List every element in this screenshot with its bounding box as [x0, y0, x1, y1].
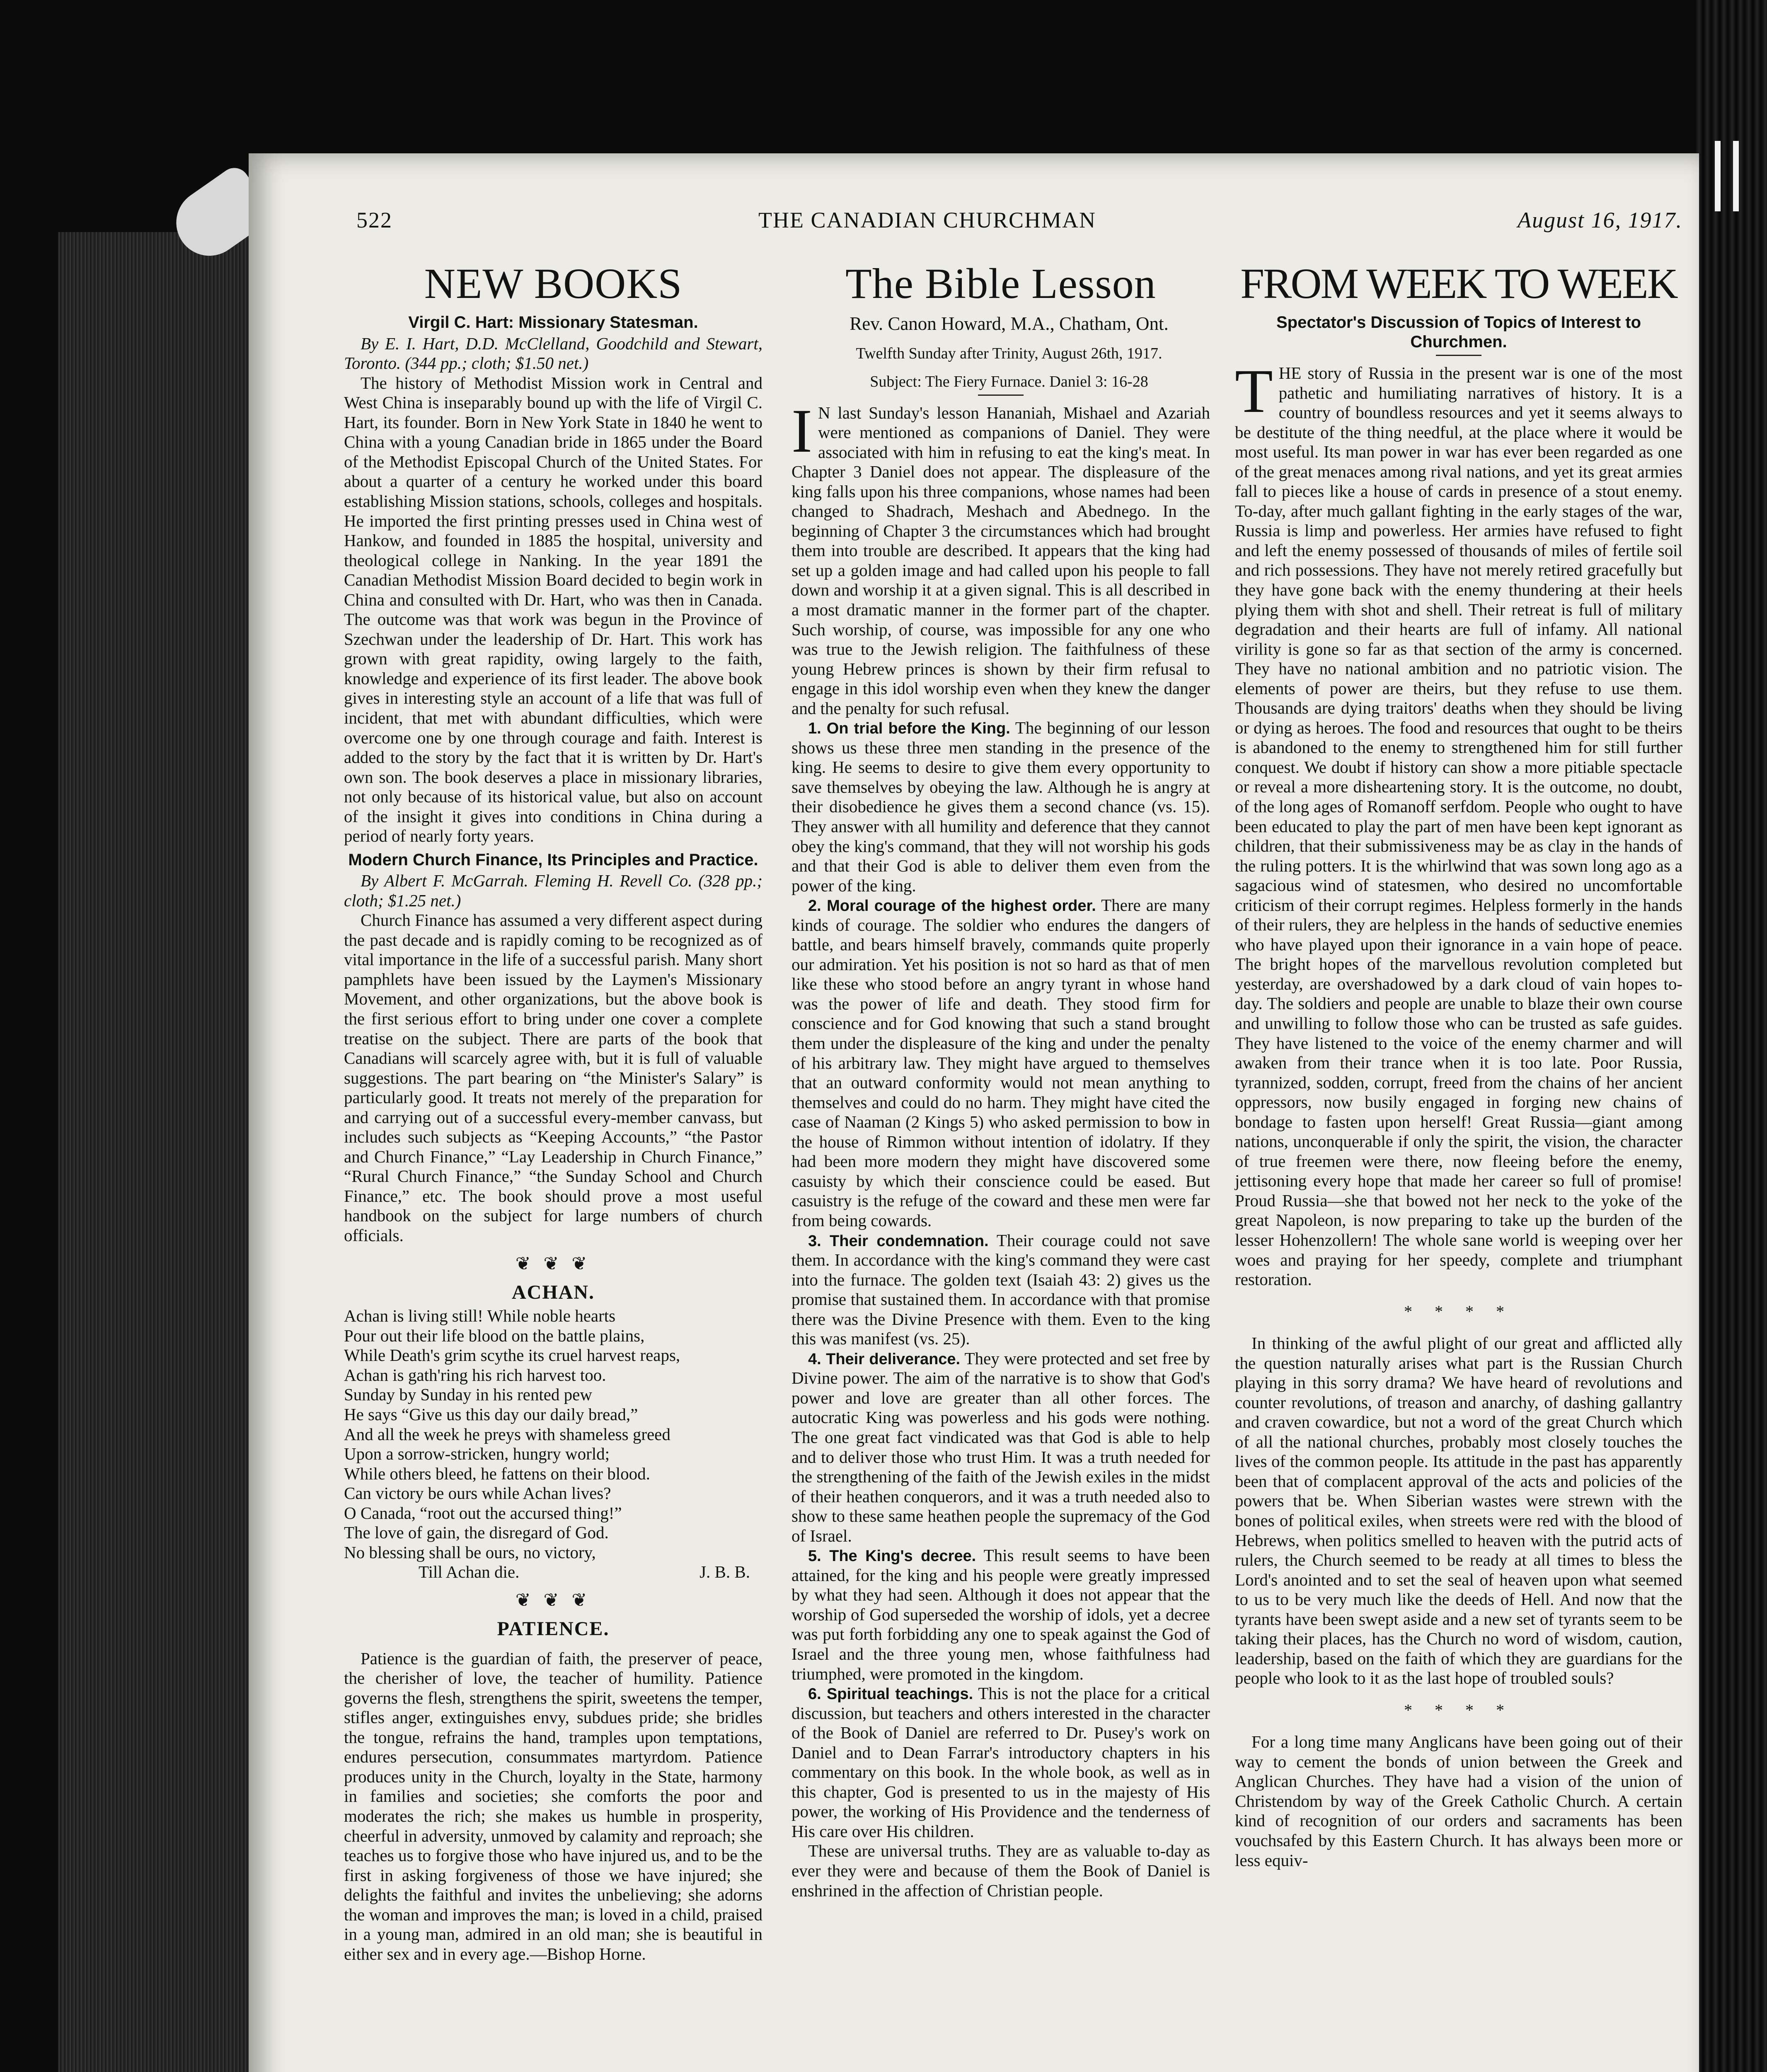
review-hart-byline: By E. I. Hart, D.D. McClelland, Goodchild and Stewart, Toronto. (344 pp.; cloth; $1.50 net.)	[344, 334, 762, 373]
lesson-closing: These are universal truths. They are as valuable to-day as ever they were and because of them the Book of Daniel is enshrined in the affection of Christian people.	[792, 1841, 1210, 1900]
scanner-bar-top-2	[1733, 141, 1739, 211]
dropcap-letter: T	[1235, 356, 1273, 426]
poem-closing	[344, 1562, 762, 1582]
section-text: This result seems to have been attained, for the king and his people were greatly impressed by what they had seen. Although it does not appear that the worship of God superseded the worship of idols, yet a decree was put forth forbidding any one to speak against the God of Israel and the three young men, whose faithfulness had triumphed, were promoted in the kingdom.	[792, 1546, 1210, 1683]
poem-line: While others bleed, he fattens on their blood.	[344, 1464, 650, 1483]
lesson-subject: Subject: The Fiery Furnace. Daniel 3: 16-28	[870, 373, 1148, 391]
lesson-section	[792, 1684, 1210, 1841]
review-finance-heading: Modern Church Finance, Its Principles and Practice.	[348, 850, 758, 869]
lesson-section	[792, 896, 1210, 1230]
review-finance-body: Church Finance has assumed a very different aspect during the past decade and is rapidly coming to be recognized as of vital importance in the life of a successful parish. Many short pamphlets have been issued by the Laymen's Missionary Movement, and other organizations, but the above book is the first serious effort to bring under one cover a complete treatise on the subject. There are parts of the book that Canadians will scarcely agree with, but it is full of valuable suggestions. The part bearing on “the Minister's Salary” is particularly good. It treats not merely of the preparation for and carrying out of a successful every-member canvass, but includes such subjects as “Keeping Accounts,” “the Pastor and Church Finance,” “Lay Leadership in Church Finance,” “Rural Church Finance,” “the Sunday School and Church Finance,” etc. The book should prove a most useful handbook on the subject for large numbers of church officials.	[344, 910, 762, 1245]
lesson-section	[792, 1231, 1210, 1349]
poem-line: Pour out their life blood on the battle plains,	[344, 1326, 645, 1345]
bible-lesson-title: The Bible Lesson	[845, 260, 1156, 307]
poem-line: He says “Give us this day our daily bread,”	[344, 1405, 638, 1424]
section-heading: 5. The King's decree.	[808, 1547, 976, 1565]
dropcap-letter: I	[792, 396, 812, 465]
anglican-union-paragraph: For a long time many Anglicans have been going out of their way to cement the bonds of union between the Greek and Anglican Churches. They have had a vision of the union of Christendom by way of the Greek Catholic Church. A certain kind of recognition of our orders and sacraments has been vouchsafed by this Eastern Church. It has always been more or less equiv-	[1235, 1732, 1682, 1870]
russia-paragraph	[1235, 356, 1682, 1290]
new-books-title: NEW BOOKS	[424, 260, 683, 307]
review-hart-body: The history of Methodist Mission work in Central and West China is inseparably bound up with the life of Virgil C. Hart, its founder. Born in New York State in 1840 he went to China with a young Canadian bride in 1865 under the Board of the Methodist Episcopal Church of the United States. For about a quarter of a century he worked under this board establishing Mission stations, schools, colleges and hospitals. He imported the first printing presses used in China west of Hankow, and founded in 1885 the hospital, university and theological college in Nanking. In the year 1891 the Canadian Methodist Mission Board decided to begin work in China and consulted with Dr. Hart, who was then in Canada. The outcome was that work was begun in the Province of Szechwan under the leadership of Dr. Hart. This work has grown with great rapidity, owing largely to the faith, knowledge and experience of its first leader. The above book gives in interesting style an account of a life that was full of incident, that met with abundant difficulties, which were overcome one by one through courage and faith. Interest is added to the story by the fact that it is written by Dr. Hart's own son. The book deserves a place in missionary libraries, not only because of its historical value, but also on account of the insight it gives into conditions in China during a period of nearly forty years.	[344, 373, 762, 846]
issue-date: August 16, 1917.	[1517, 208, 1682, 232]
lesson-section	[792, 1349, 1210, 1546]
section-text: They were protected and set free by Divine power. The aim of the narrative is to show that God's power and love are greater than all other forces. The autocratic King was powerless and his gods were nothing. The one great fact vindicated was that God is able to help and to deliver those who trust Him. It was a truth needed for the strengthening of the faith of the Jewish exiles in the midst of their heathen conquerors, and it was a truth needed also to show to these same heathen people the supremacy of the God of Israel.	[792, 1348, 1210, 1545]
column-bible-lesson	[792, 257, 1210, 1900]
divider-rule	[1436, 355, 1481, 356]
lesson-intro-text: N last Sunday's lesson Hananiah, Mishael and Azariah were mentioned as companions of Daniel. They were associated with him in refusing to eat the king's meat. In Chapter 3 Daniel does not appear. The displeasure of the king falls upon his three companions, whose names had been changed to Shadrach, Meshach and Abednego. In the beginning of Chapter 3 the circumstances which had brought them into trouble are described. It appears that the king had set up a golden image and had called upon his people to fall down and worship it at a given signal. This is all described in a most dramatic manner in the former part of the chapter. Such worship, of course, was impossible for any one who was true to the Jewish religion. The faithfulness of these young Hebrew princes is shown by their firm refusal to engage in this idol worship even when they knew the danger and the penalty for such refusal.	[792, 403, 1210, 718]
poem-line: Can victory be ours while Achan lives?	[344, 1484, 611, 1503]
poem-line: And all the week he preys with shameless greed	[344, 1424, 670, 1444]
section-stars: * * * *	[1404, 1302, 1513, 1321]
publication-title: THE CANADIAN CHURCHMAN	[758, 208, 1097, 232]
lesson-author: Rev. Canon Howard, M.A., Chatham, Ont.	[850, 313, 1169, 334]
section-ornament: ❦ ❦ ❦	[515, 1253, 591, 1274]
section-stars: * * * *	[1404, 1700, 1513, 1719]
divider-rule	[978, 395, 1024, 396]
section-heading: 6. Spiritual teachings.	[808, 1685, 973, 1703]
achan-poem	[344, 1306, 762, 1582]
poem-line: The love of gain, the disregard of God.	[344, 1523, 609, 1542]
poem-line: Upon a sorrow-stricken, hungry world;	[344, 1444, 610, 1464]
section-text: There are many kinds of courage. The soldier who endures the dangers of battle, and bears himself bravely, commands quite properly our admiration. Yet his position is not so hard as that of men like these who stood before an angry tyrant in whose hand was the power of life and death. They stood firm for conscience and for God knowing that such a stand brought them under the displeasure of the king and under the penalty of his arbitrary law. They might have argued to themselves that an outward conformity would not mean anything to themselves and could do no harm. They might have cited the case of Naaman (2 Kings 5) who asked permission to bow in the house of Rimmon without intention of idolatry. If they had been more modern they might have discovered some casuisty by which their conscience could be eased. But casuistry is the refuge of the coward and these men were far from being cowards.	[792, 896, 1210, 1230]
book-page-edges	[58, 232, 249, 2072]
poem-line: O Canada, “root out the accursed thing!”	[344, 1503, 622, 1523]
section-ornament: ❦ ❦ ❦	[515, 1590, 591, 1610]
poem-last-line: Till Achan die.	[419, 1562, 520, 1582]
lesson-sunday: Twelfth Sunday after Trinity, August 26th, 1917.	[856, 345, 1162, 363]
russia-paragraph-text: HE story of Russia in the present war is one of the most pathetic and humiliating narratives of history. It is a country of boundless resources and yet it seems always to be destitute of the thing needful, at the place where it would be most useful. Its man power in war has ever been regarded as one of the great menaces among rival nations, and yet its great armies fall to pieces like a house of cards in presence of a stout enemy. To-day, after much gallant fighting in the early stages of the war, Russia is limp and powerless. Her armies have refused to fight and left the enemy possessed of thousands of miles of fertile soil and rich possessions. They have not merely retired gracefully but they have gone back with the enemy thundering at their heels plying them with shot and shell. Their retreat is full of military degradation and their hearts are full of infamy. All national virility is gone so far as that section of the army is concerned. They have no national ambition and no patriotic vision. The elements of power are theirs, but they refuse to use them. Thousands are dying traitors' deaths when they should be living or dying as heroes. The food and resources that ought to be theirs is abandoned to the enemy to strengthened him for still further conquest. We doubt if history can show a more pitiable spectacle or reveal a more disheartening story. It is the outcome, no doubt, of the long ages of Romanoff serfdom. People who ought to have been educated to play the part of men have been kept ignorant as children, that their submissiveness may be as clay in the hands of the ruling potters. It is the whirlwind that was sown long ago as a sagacious wind of statesmen, who desired no uncomfortable criticism of their corrupt regimes. Helpless formerly in the hands of their rulers, they are helpless in the hands of seductive enemies who have played upon their ignorance in a vain hope of peace. The bright hopes of the marvellous revolution completed but yesterday, are overshadowed by a dark cloud of vain hopes to-day. The soldiers and people are unable to blaze their own course and unwilling to follow those who can be trusted as safe guides. They have listened to the voice of the enemy charmer and will awaken from their trance when it is too late. Poor Russia, tyrannized, sodden, corrupt, freed from the chains of her ancient oppressors, now busily engaged in forging new chains of bondage to fasten upon herself! Great Russia—giant among nations, unconquerable if only the spirit, the vision, the character of true freemen were there, now fleeing before the enemy, jettisoning every hope that made her career so full of promise! Proud Russia—she that bowed not her neck to the yoke of the great Napoleon, is now preparing to take up the burden of the lesser Hohenzollern! The whole sane world is weeping over her woes and praying for her speedy, complete and triumphant restoration.	[1235, 363, 1682, 1289]
lesson-section	[792, 1546, 1210, 1684]
poem-line: Achan is gath'ring his rich harvest too.	[344, 1365, 606, 1385]
lesson-section	[792, 718, 1210, 896]
lesson-intro	[792, 396, 1210, 719]
poem-line: While Death's grim scythe its cruel harvest reaps,	[344, 1346, 680, 1365]
newspaper-page	[249, 153, 1699, 2072]
poem-line: No blessing shall be ours, no victory,	[344, 1542, 596, 1562]
achan-title: ACHAN.	[512, 1281, 595, 1303]
review-finance-byline: By Albert F. McGarrah. Fleming H. Revell Co. (328 pp.; cloth; $1.25 net.)	[344, 871, 762, 910]
section-heading: 1. On trial before the King.	[808, 720, 1010, 738]
running-header	[356, 207, 1682, 240]
review-hart-heading: Virgil C. Hart: Missionary Statesman.	[408, 313, 698, 332]
patience-body: Patience is the guardian of faith, the preserver of peace, the cherisher of love, the teacher of humility. Patience governs the flesh, strengthens the spirit, sweetens the temper, stifles anger, extinguishes envy, subdues pride; she bridles the tongue, refrains the hand, tramples upon temptations, endures persecution, consummates martyrdom. Patience produces unity in the Church, loyalty in the State, harmony in families and societies; she comforts the poor and moderates the rich; she makes us humble in prosperity, cheerful in adversity, unmoved by calamity and reproach; she teaches us to forgive those who have injured us, and to be the first in asking forgiveness of those we have injured; she delights the faithful and invites the unbelieving; she adorns the woman and improves the man; is loved in a child, praised in a young man, admired in an old man; she is beautiful in either sex and in every age.—Bishop Horne.	[344, 1648, 762, 1963]
column-week-to-week	[1235, 257, 1682, 1870]
poem-line: Sunday by Sunday in his rented pew	[344, 1385, 592, 1404]
section-heading: 3. Their condemnation.	[808, 1232, 989, 1250]
page-number: 522	[356, 208, 392, 232]
section-text: This is not the place for a critical discussion, but teachers and others interested in the character of the Book of Daniel are referred to Dr. Pusey's work on Daniel and to Dean Farrar's introductory chapters in his commentary on this book. In the whole book, as well as in this chapter, God is presented to us in the majesty of His power, the working of His Providence and the tenderness of His care over His children.	[792, 1684, 1210, 1841]
russian-church-paragraph: In thinking of the awful plight of our great and afflicted ally the question naturally arises what part is the Russian Church playing in this sorry drama? We have heard of revolutions and counter revolutions, of treason and anarchy, of dashing gallantry and craven cowardice, but not a word of the great Church which of all the national churches, probably most closely touches the lives of the common people. Its attitude in the past has apparently been that of complacent approval of the acts and policies of the powers that be. When Siberian wastes were strewn with the bones of political exiles, when streets were red with the blood of Hebrews, when politics smelled to heaven with the putrid acts of rulers, the Church seemed to be ready at all times to bless the Lord's anointed and to set the seal of heaven upon what seemed to us to be very much like the deeds of Hell. And now that the tyrants have been swept aside and a new set of tyrants seem to be taking their places, has the Church no word of wisdom, caution, leadership, based on the faith of which they are guardians for the people who look to it as the last hope of troubled souls?	[1235, 1334, 1682, 1688]
column-new-books	[344, 257, 762, 1964]
section-heading: 2. Moral courage of the highest order.	[808, 897, 1096, 915]
scanner-bar-top	[1715, 141, 1721, 211]
patience-title: PATIENCE.	[497, 1617, 610, 1640]
week-to-week-title: FROM WEEK TO WEEK	[1240, 260, 1677, 307]
section-text: Their courage could not save them. In accordance with the king's command they were cast into the furnace. The golden text (Isaiah 43: 2) gives us the promise that sustained them. In accordance with that promise there was the Divine Presence with them. Even to the king this was manifest (vs. 25).	[792, 1230, 1210, 1348]
poem-signature: J. B. B.	[700, 1562, 750, 1582]
poem-line: Achan is living still! While noble hearts	[344, 1306, 616, 1326]
section-text: The beginning of our lesson shows us these three men standing in the presence of the king. He seems to desire to give them every opportunity to save themselves by obeying the law. Although he is angry at their disobedience he gives them a second chance (vs. 15). They answer with all humility and deference that they cannot obey the king's command, that they will not worship his gods and that their God is able to deliver them even from the power of the king.	[792, 718, 1210, 895]
week-to-week-subtitle: Spectator's Discussion of Topics of Interest to Churchmen.	[1276, 313, 1641, 351]
section-heading: 4. Their deliverance.	[808, 1350, 961, 1368]
right-page-edges	[1695, 0, 1767, 2072]
